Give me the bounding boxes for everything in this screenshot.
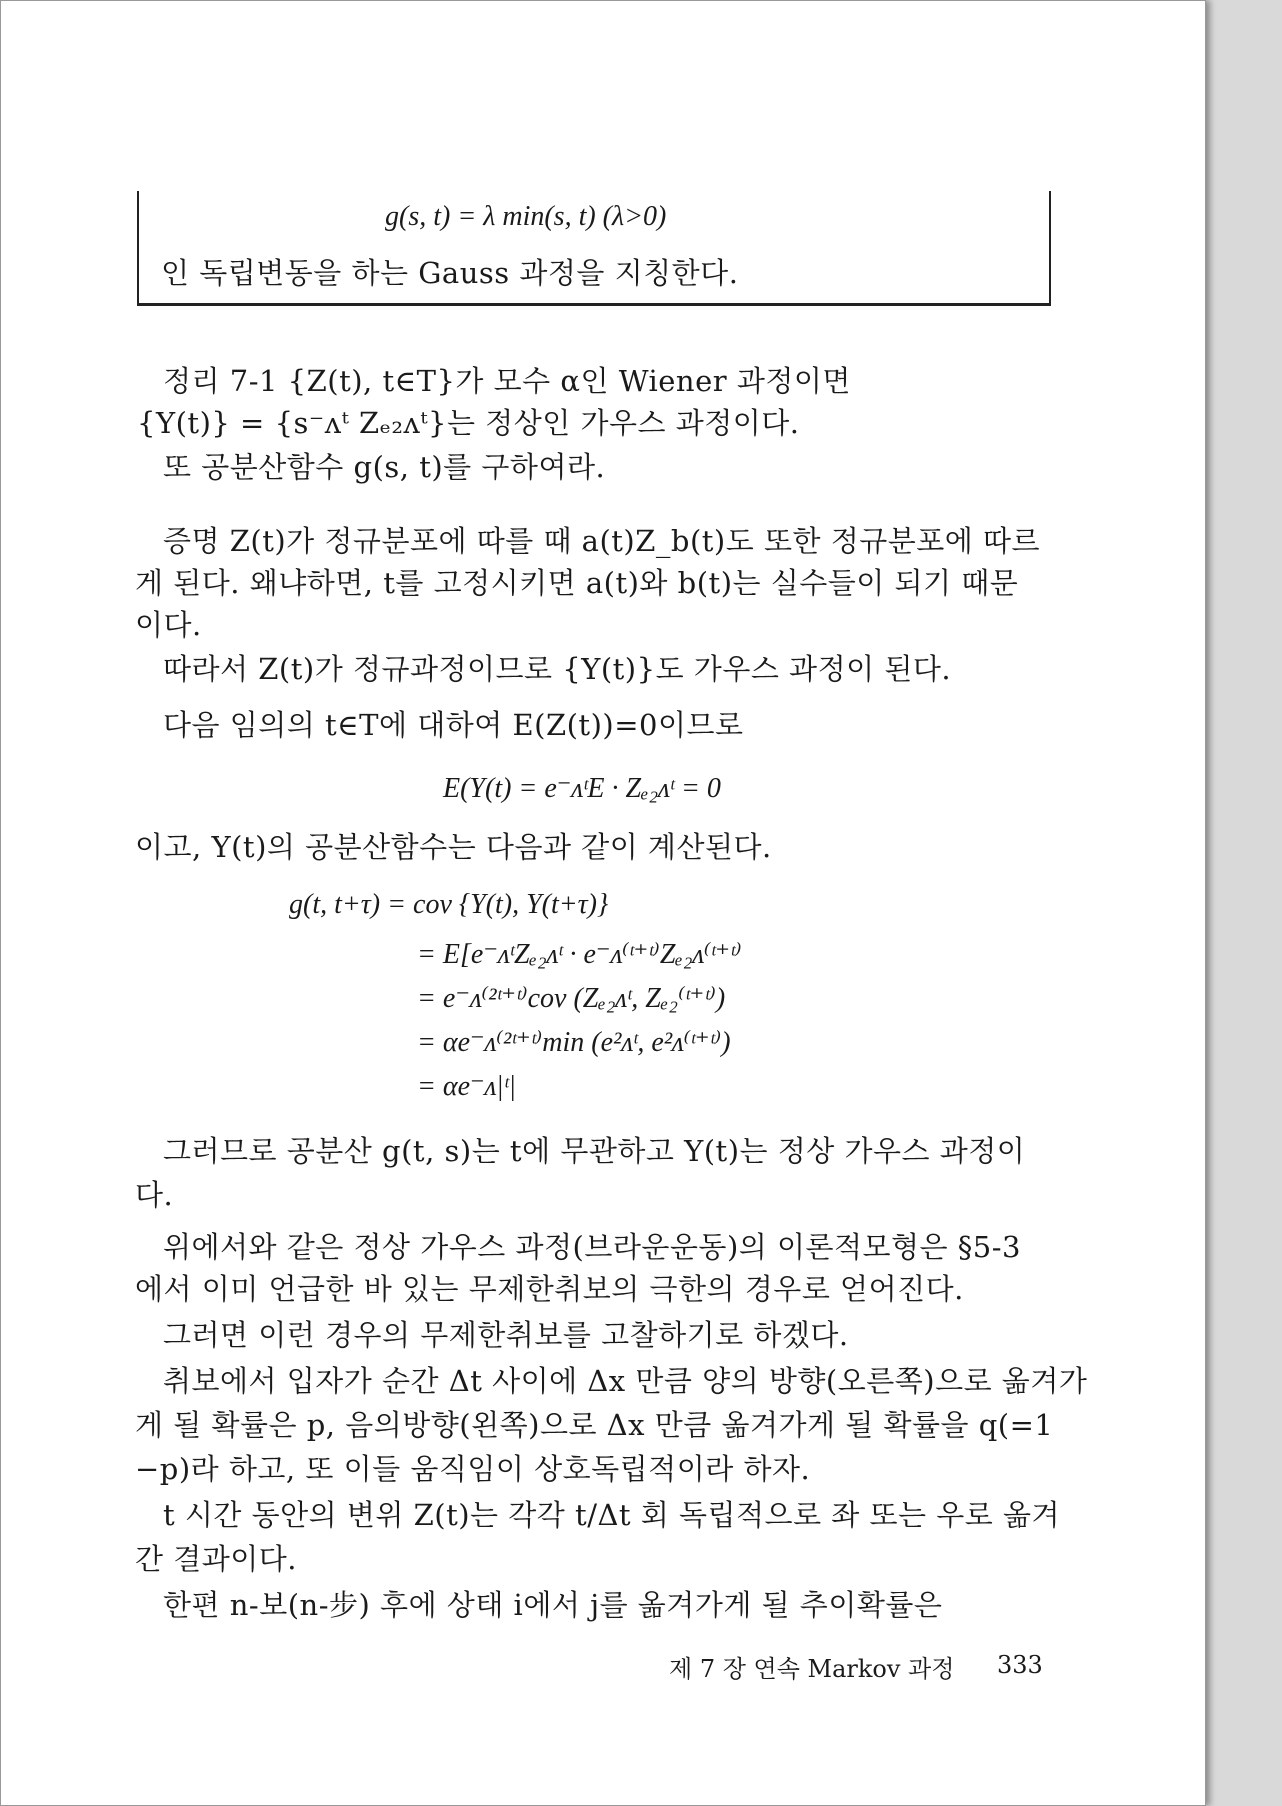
proof-para-4: 이고, Y(t)의 공분산함수는 다음과 같이 계산된다. — [135, 830, 772, 864]
cov-line-5: = αe⁻ᴧ|ᵗ| — [417, 1071, 517, 1102]
definition-formula: g(s, t) = λ min(s, t) (λ>0) — [385, 201, 667, 232]
cov-line-4: = αe⁻ᴧ⁽²ᵗ⁺ᵗ⁾min (e²ᴧᵗ, e²ᴧ⁽ᵗ⁺ᵗ⁾) — [417, 1027, 731, 1058]
proof-para-3: 다음 임의의 t∈T에 대하여 E(Z(t))=0이므로 — [163, 708, 744, 742]
probability-line-2: 게 될 확률은 p, 음의방향(왼쪽)으로 Δx 만큼 옮겨가게 될 확률을 q(=1 — [135, 1408, 1054, 1442]
displacement-line-1: t 시간 동안의 변위 Z(t)는 각각 t/Δt 회 독립적으로 좌 또는 우로 옮겨 — [163, 1498, 1061, 1532]
proof-line-1: 증명 Z(t)가 정규분포에 따를 때 a(t)Z_b(t)도 또한 정규분포에 따르 — [163, 524, 1041, 558]
probability-line-1: 취보에서 입자가 순간 Δt 사이에 Δx 만큼 양의 방향(오른쪽)으로 옮겨가 — [163, 1364, 1088, 1398]
equation-mean: E(Y(t) = e⁻ᴧᵗE · Zₑ₂ᴧᵗ = 0 — [443, 773, 721, 804]
transition-paragraph: 한편 n-보(n-步) 후에 상태 i에서 j를 옮겨가게 될 추이확률은 — [163, 1588, 943, 1622]
displacement-line-2: 간 결과이다. — [135, 1542, 298, 1576]
proof-line-3: 이다. — [135, 608, 202, 642]
cov-line-2: = E[e⁻ᴧᵗZₑ₂ᴧᵗ · e⁻ᴧ⁽ᵗ⁺ᵗ⁾Zₑ₂ᴧ⁽ᵗ⁺ᵗ⁾ — [417, 939, 742, 970]
theorem-line-2: {Y(t)} = {s⁻ᴧᵗ Zₑ₂ᴧᵗ}는 정상인 가우스 과정이다. — [137, 406, 800, 440]
page-number: 333 — [997, 1651, 1043, 1679]
definition-text: 인 독립변동을 하는 Gauss 과정을 지칭한다. — [161, 256, 739, 290]
brownian-line-2: 에서 이미 언급한 바 있는 무제한취보의 극한의 경우로 얻어진다. — [135, 1272, 964, 1306]
probability-line-3: −p)라 하고, 또 이들 움직임이 상호독립적이라 하자. — [135, 1452, 811, 1486]
cov-line-1: g(t, t+τ) = cov {Y(t), Y(t+τ)} — [289, 889, 609, 920]
theorem-line-3: 또 공분산함수 g(s, t)를 구하여라. — [163, 450, 606, 484]
theorem-line-1: 정리 7-1 {Z(t), t∈T}가 모수 α인 Wiener 과정이면 — [163, 364, 851, 398]
conclusion-line-1: 그러므로 공분산 g(t, s)는 t에 무관하고 Y(t)는 정상 가우스 과정이 — [163, 1134, 1026, 1168]
proof-line-2: 게 된다. 왜냐하면, t를 고정시키면 a(t)와 b(t)는 실수들이 되기 때문 — [135, 566, 1019, 600]
conclusion-line-2: 다. — [135, 1178, 174, 1212]
proof-para-2: 따라서 Z(t)가 정규과정이므로 {Y(t)}도 가우스 과정이 된다. — [163, 652, 952, 686]
consider-paragraph: 그러면 이런 경우의 무제한취보를 고찰하기로 하겠다. — [163, 1318, 849, 1352]
running-footer-chapter: 제 7 장 연속 Markov 과정 — [669, 1655, 955, 1683]
brownian-line-1: 위에서와 같은 정상 가우스 과정(브라운운동)의 이론적모형은 §5-3 — [163, 1230, 1021, 1264]
cov-line-3: = e⁻ᴧ⁽²ᵗ⁺ᵗ⁾cov (Zₑ₂ᴧᵗ, Zₑ₂⁽ᵗ⁺ᵗ⁾) — [417, 983, 726, 1014]
